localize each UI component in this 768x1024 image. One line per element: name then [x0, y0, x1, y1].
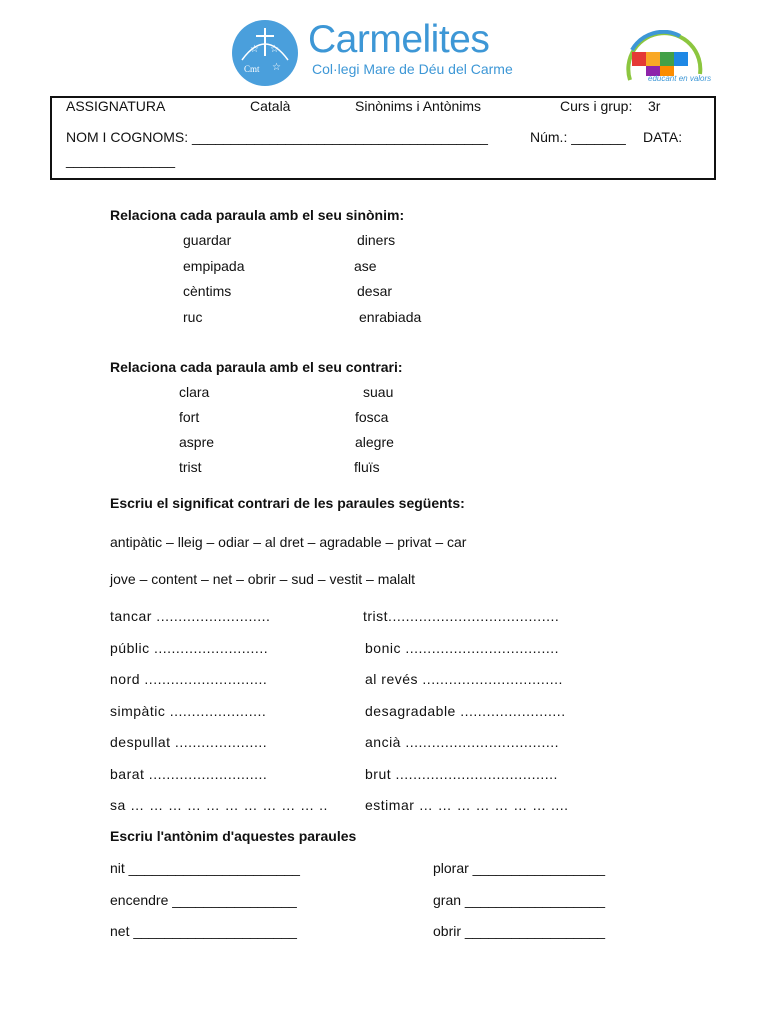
fill-in-item[interactable]: despullat ..................... — [110, 734, 268, 750]
synonym-right-word[interactable]: ase — [354, 258, 377, 274]
fill-in-item[interactable]: simpàtic ...................... — [110, 703, 267, 719]
opposite-meaning-title: Escriu el significat contrari de les paraules següents: — [110, 495, 465, 511]
brand-subtitle: Col·legi Mare de Déu del Carme — [312, 61, 513, 77]
fill-in-item[interactable]: sa … … … … … … … … … … .. — [110, 797, 328, 813]
antonym-item[interactable]: obrir __________________ — [433, 923, 606, 939]
synonym-right-word[interactable]: desar — [357, 283, 393, 299]
fill-in-item[interactable]: ancià ................................... — [365, 734, 559, 750]
date-label: DATA: — [643, 129, 683, 145]
word-bank-line: antipàtic – lleig – odiar – al dret – agradable – privat – car — [110, 534, 467, 550]
fill-in-item[interactable]: estimar … … … … … … … .... — [365, 797, 569, 813]
synonyms-title: Relaciona cada paraula amb el seu sinònim: — [110, 207, 405, 223]
fill-in-item[interactable]: públic .......................... — [110, 640, 269, 656]
antonym-item[interactable]: gran __________________ — [433, 892, 606, 908]
antonym-item[interactable]: plorar _________________ — [433, 860, 606, 876]
word-bank-line: jove – content – net – obrir – sud – vestit – malalt — [110, 571, 416, 587]
fill-in-item[interactable]: brut ..................................... — [365, 766, 558, 782]
fill-in-item[interactable]: barat ........................... — [110, 766, 268, 782]
topic-title: Sinònims i Antònims — [355, 98, 482, 114]
contrary-right-word[interactable]: fosca — [355, 409, 389, 425]
synonym-left-word[interactable]: cèntims — [183, 283, 232, 299]
course-value: 3r — [648, 98, 661, 114]
contrary-left-word[interactable]: clara — [179, 384, 210, 400]
fill-in-item[interactable]: trist....................................... — [363, 608, 560, 624]
fill-in-item[interactable]: bonic ................................... — [365, 640, 559, 656]
contrary-left-word[interactable]: fort — [179, 409, 200, 425]
subject-label: ASSIGNATURA — [66, 98, 166, 114]
brand-name: Carmelites — [308, 18, 490, 61]
contrary-right-word[interactable]: alegre — [355, 434, 394, 450]
contrary-right-word[interactable]: suau — [363, 384, 394, 400]
synonym-right-word[interactable]: diners — [357, 232, 396, 248]
name-field[interactable]: NOM I COGNOMS: ______________________________________ — [66, 129, 488, 145]
contrary-left-word[interactable]: aspre — [179, 434, 215, 450]
svg-text:☆: ☆ — [272, 62, 281, 73]
antonym-item[interactable]: encendre ________________ — [110, 892, 297, 908]
fill-in-item[interactable]: tancar .......................... — [110, 608, 271, 624]
values-badge-icon — [620, 30, 712, 92]
cross-stars-icon — [232, 20, 298, 86]
number-field[interactable]: Núm.: _______ — [530, 129, 626, 145]
svg-text:Cmt: Cmt — [244, 64, 260, 74]
date-field[interactable]: ______________ — [66, 152, 176, 168]
course-label: Curs i grup: — [560, 98, 633, 114]
contrary-left-word[interactable]: trist — [179, 459, 202, 475]
subject-value: Català — [250, 98, 291, 114]
synonym-left-word[interactable]: guardar — [183, 232, 232, 248]
svg-text:☆: ☆ — [250, 44, 259, 55]
synonym-left-word[interactable]: ruc — [183, 309, 203, 325]
svg-text:☆: ☆ — [270, 44, 279, 55]
fill-in-item[interactable]: nord ............................ — [110, 671, 268, 687]
fill-in-item[interactable]: desagradable ........................ — [365, 703, 566, 719]
synonym-right-word[interactable]: enrabiada — [359, 309, 422, 325]
badge-caption: educant en valors — [648, 74, 712, 83]
logo-emblem-icon — [232, 20, 298, 86]
synonym-left-word[interactable]: empipada — [183, 258, 245, 274]
antonyms-title: Escriu l'antònim d'aquestes paraules — [110, 828, 357, 844]
antonym-item[interactable]: nit ______________________ — [110, 860, 300, 876]
contraries-title: Relaciona cada paraula amb el seu contrari: — [110, 359, 403, 375]
contrary-right-word[interactable]: fluïs — [354, 459, 380, 475]
antonym-item[interactable]: net _____________________ — [110, 923, 297, 939]
fill-in-item[interactable]: al revés ................................ — [365, 671, 563, 687]
